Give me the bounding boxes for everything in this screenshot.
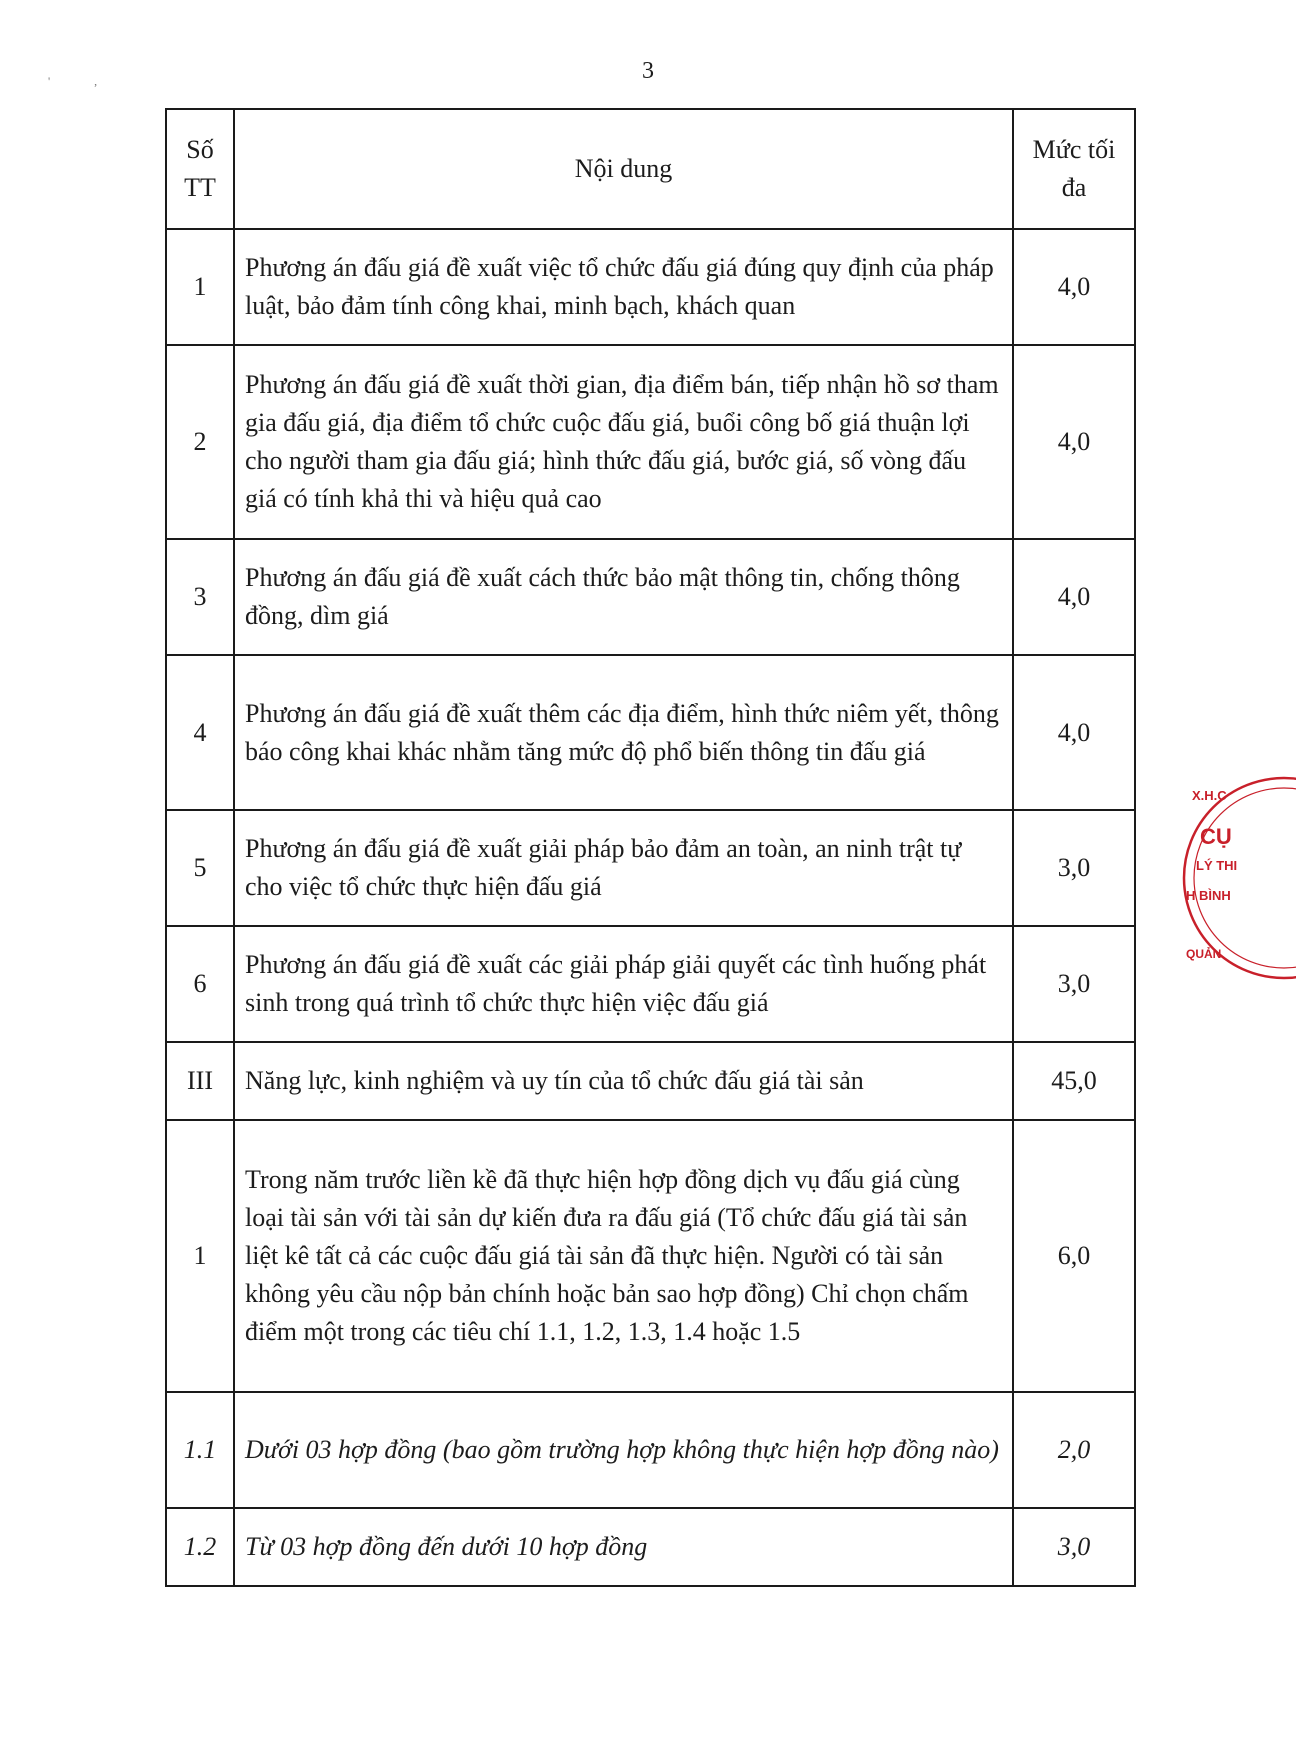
official-seal (1172, 766, 1292, 986)
seal-line: QUẢN (1186, 947, 1222, 961)
seal-line: CỤ (1200, 824, 1232, 849)
table-row (166, 655, 1135, 810)
table-row (166, 810, 1135, 926)
section-title: Năng lực, kinh nghiệm và uy tín của tổ chức đấu giá tài sản (234, 1042, 1013, 1120)
header-stt: Số TT (166, 109, 234, 229)
row-content: Phương án đấu giá đề xuất việc tổ chức đấu giá đúng quy định của pháp luật, bảo đảm tính công khai, minh bạch, khách quan (234, 229, 1013, 345)
table-row (166, 1120, 1135, 1392)
row-max-score: 2,0 (1013, 1392, 1135, 1508)
row-content: Từ 03 hợp đồng đến dưới 10 hợp đồng (234, 1508, 1013, 1586)
row-stt: 4 (166, 655, 234, 810)
row-max-score: 4,0 (1013, 655, 1135, 810)
table-header-row (166, 109, 1135, 229)
page-number: 3 (642, 58, 654, 84)
row-max-score: 3,0 (1013, 1508, 1135, 1586)
row-content: Trong năm trước liền kề đã thực hiện hợp đồng dịch vụ đấu giá cùng loại tài sản với tài sản dự kiến đưa ra đấu giá (Tổ chức đấu giá tài sản liệt kê tất cả các cuộc đấu giá tài sản đã thực hiện. Người có tài sản không yêu cầu nộp bản chính hoặc bản sao hợp đồng) Chỉ chọn chấm điểm một trong các tiêu chí 1.1, 1.2, 1.3, 1.4 hoặc 1.5 (234, 1120, 1013, 1392)
row-content: Dưới 03 hợp đồng (bao gồm trường hợp không thực hiện hợp đồng nào) (234, 1392, 1013, 1508)
row-max-score: 4,0 (1013, 539, 1135, 655)
table-row (166, 1392, 1135, 1508)
table-row (166, 539, 1135, 655)
row-stt: 1 (166, 229, 234, 345)
row-content: Phương án đấu giá đề xuất thời gian, địa điểm bán, tiếp nhận hồ sơ tham gia đấu giá, địa điểm tổ chức cuộc đấu giá, buổi công bố giá thuận lợi cho người tham gia đấu giá; hình thức đấu giá, bước giá, số vòng đấu giá có tính khả thi và hiệu quả cao (234, 345, 1013, 539)
table-row (166, 1508, 1135, 1586)
row-content: Phương án đấu giá đề xuất các giải pháp giải quyết các tình huống phát sinh trong quá trình tổ chức thực hiện việc đấu giá (234, 926, 1013, 1042)
section-max-score: 45,0 (1013, 1042, 1135, 1120)
row-max-score: 3,0 (1013, 810, 1135, 926)
row-stt: 6 (166, 926, 234, 1042)
section-stt: III (166, 1042, 234, 1120)
seal-line: X.H.C (1192, 788, 1227, 803)
seal-graphic (1172, 766, 1292, 986)
seal-line: H BÌNH (1186, 888, 1231, 903)
row-stt: 1.1 (166, 1392, 234, 1508)
row-max-score: 4,0 (1013, 345, 1135, 539)
scan-specks: ' , (48, 74, 98, 88)
row-stt: 2 (166, 345, 234, 539)
row-content: Phương án đấu giá đề xuất thêm các địa điểm, hình thức niêm yết, thông báo công khai khác nhằm tăng mức độ phổ biến thông tin đấu giá (234, 655, 1013, 810)
header-content: Nội dung (234, 109, 1013, 229)
criteria-table (165, 108, 1136, 1587)
row-stt: 1.2 (166, 1508, 234, 1586)
row-stt: 5 (166, 810, 234, 926)
table-row (166, 229, 1135, 345)
row-content: Phương án đấu giá đề xuất cách thức bảo mật thông tin, chống thông đồng, dìm giá (234, 539, 1013, 655)
row-stt: 1 (166, 1120, 234, 1392)
row-max-score: 4,0 (1013, 229, 1135, 345)
table-row (166, 926, 1135, 1042)
header-max: Mức tối đa (1013, 109, 1135, 229)
seal-line: LÝ THI (1196, 858, 1238, 873)
section-row (166, 1042, 1135, 1120)
table-row (166, 345, 1135, 539)
row-max-score: 3,0 (1013, 926, 1135, 1042)
row-content: Phương án đấu giá đề xuất giải pháp bảo đảm an toàn, an ninh trật tự cho việc tổ chức thực hiện đấu giá (234, 810, 1013, 926)
row-stt: 3 (166, 539, 234, 655)
row-max-score: 6,0 (1013, 1120, 1135, 1392)
